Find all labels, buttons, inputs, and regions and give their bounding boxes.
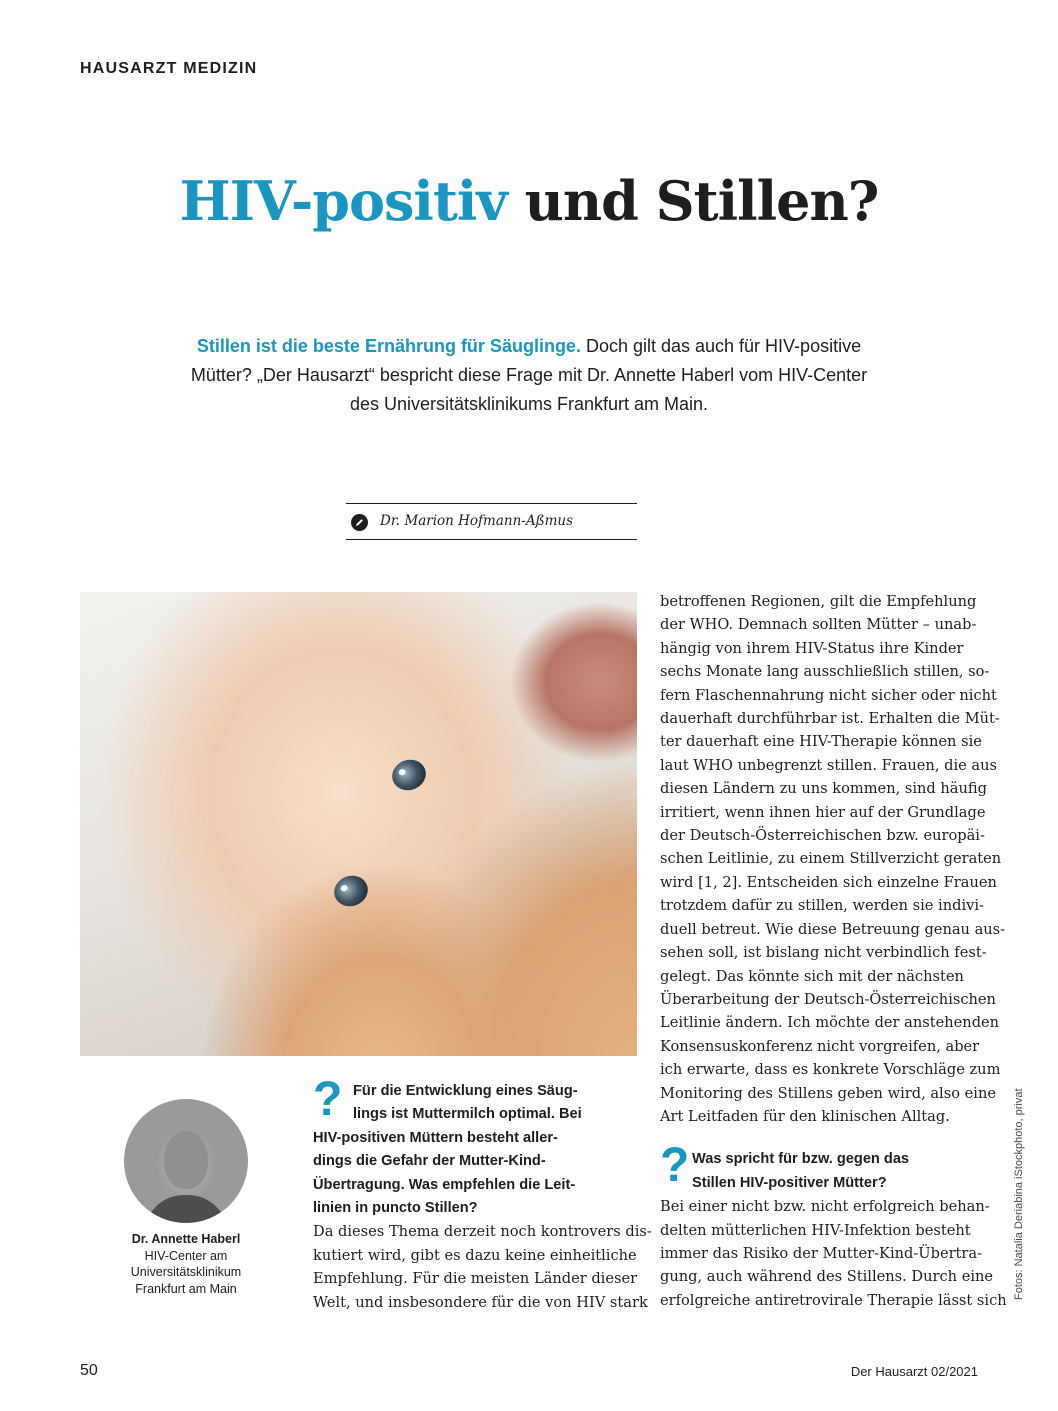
body-line: erfolgreiche antiretrovirale Therapie lässt sich [660,1291,1007,1309]
photo-detail [388,755,430,795]
body-line: betroffenen Regionen, gilt die Empfehlung [660,593,977,610]
lead-paragraph [150,332,908,419]
body-line: duell betreut. Wie diese Betreuung genau aus- [660,920,1006,938]
author-name: Dr. Marion Hofmann-Aßmus [380,513,574,529]
body-line: irritiert, wenn ihnen hier auf der Grundlage [660,803,986,821]
body-line: schen Leitlinie, zu einem Stillverzicht geraten [660,850,1002,868]
question-1-line: Für die Entwicklung eines Säug- [353,1083,578,1099]
headline-rest: und Stillen? [506,169,879,233]
question-mark-1: ? [313,1073,343,1126]
portrait-line: Frankfurt am Main [135,1281,237,1296]
lead-line2: Mütter? „Der Hausarzt“ bespricht diese Frage mit Dr. Annette Haberl vom HIV-Center [190,365,868,385]
lead-line1: Doch gilt das auch für HIV-positive [580,336,862,356]
question-2-line: Was spricht für bzw. gegen das [692,1151,910,1168]
body-line: Leitlinie ändern. Ich möchte der anstehenden [660,1014,1000,1032]
lead-accent: Stillen ist die beste Ernährung für Säuglinge. [196,336,581,356]
question-1-line: linien in puncto Stillen? [313,1200,478,1217]
body-line: gung, auch während des Stillens. Durch eine [660,1268,994,1286]
photo-detail [330,871,372,911]
question-2-line: Stillen HIV-positiver Mütter? [692,1174,887,1191]
portrait-line: HIV-Center am [144,1248,228,1263]
portrait-line: Universitätsklinikum [130,1265,242,1279]
body-line: fern Flaschennahrung nicht sicher oder nicht [660,686,997,704]
question-1 [313,1073,637,1220]
right-column-text-2 [660,1195,1007,1312]
portrait-name: Dr. Annette Haberl [131,1232,241,1246]
headline-accent: HIV-positiv [179,169,507,233]
body-line: ter dauerhaft eine HIV-Therapie können sie [660,733,982,751]
body-line: kutiert wird, gibt es dazu keine einheitliche [313,1246,637,1264]
right-column-text-1 [660,590,1006,1128]
question-2 [660,1139,978,1195]
right-column [660,590,1007,1312]
body-line: Da dieses Thema derzeit noch kontrovers dis- [313,1223,652,1241]
pen-icon [351,514,368,531]
question-1-text [313,1080,637,1220]
body-line: Konsensuskonferenz nicht vorgreifen, aber [660,1037,980,1055]
body-line: Art Leitfaden für den klinischen Alltag. [660,1107,950,1125]
body-line: der WHO. Demnach sollten Mütter – unab- [660,616,977,634]
body-line: Welt, und insbesondere für die von HIV stark [313,1293,648,1311]
body-line: sehen soll, ist bislang nicht verbindlich fest- [660,944,987,962]
question-1-line: Übertragung. Was empfehlen die Leit- [313,1176,576,1193]
question-1-line: dings die Gefahr der Mutter-Kind- [313,1153,546,1170]
portrait-detail [164,1131,208,1189]
portrait-detail [144,1195,228,1223]
question-2-text [660,1148,978,1195]
body-line: laut WHO unbegrenzt stillen. Frauen, die aus [660,756,997,774]
middle-column-text [313,1220,652,1314]
photo-credit: Fotos: Natalia Deriabina iStockphoto, privat [1013,1088,1025,1300]
body-line: Überarbeitung der Deutsch-Österreichischen [660,990,996,1008]
middle-column [313,1073,652,1314]
page-number: 50 [80,1362,98,1379]
author-byline [346,503,637,540]
body-line: diesen Ländern zu uns kommen, sind häufig [660,780,987,798]
question-1-line: HIV-positiven Müttern besteht aller- [313,1129,558,1146]
body-line: gelegt. Das könnte sich mit der nächsten [660,967,964,985]
question-1-line: lings ist Muttermilch optimal. Bei [353,1106,582,1123]
body-line: trotzdem dafür zu stillen, werden sie indivi- [660,897,984,915]
lead-line3: des Universitätsklinikums Frankfurt am Main. [349,394,709,414]
portrait-caption [95,1231,277,1297]
headline [0,168,1058,234]
body-line: Bei einer nicht bzw. nicht erfolgreich behan- [660,1198,990,1216]
body-line: ich erwarte, dass es konkrete Vorschläge zum [660,1061,1001,1079]
body-line: immer das Risiko der Mutter-Kind-Übertra- [660,1244,983,1262]
body-line: wird [1, 2]. Entscheiden sich einzelne Frauen [660,873,997,891]
section-label: HAUSARZT MEDIZIN [80,60,258,77]
body-line: dauerhaft durchführbar ist. Erhalten die Müt- [660,710,1000,728]
body-line: hängig von ihrem HIV-Status ihre Kinder [660,639,964,657]
question-mark-2: ? [660,1139,690,1193]
body-line: delten mütterlichen HIV-Infektion besteht [660,1221,971,1239]
body-line: der Deutsch-Österreichischen bzw. europäi- [660,827,985,845]
article-photo [80,592,637,1056]
body-line: Empfehlung. Für die meisten Länder dieser [313,1270,638,1288]
body-line: Monitoring des Stillens geben wird, also eine [660,1084,996,1102]
body-line: sechs Monate lang ausschließlich stillen, so- [660,663,990,681]
footer-issue: Der Hausarzt 02/2021 [850,1364,978,1379]
portrait-photo [124,1099,248,1223]
